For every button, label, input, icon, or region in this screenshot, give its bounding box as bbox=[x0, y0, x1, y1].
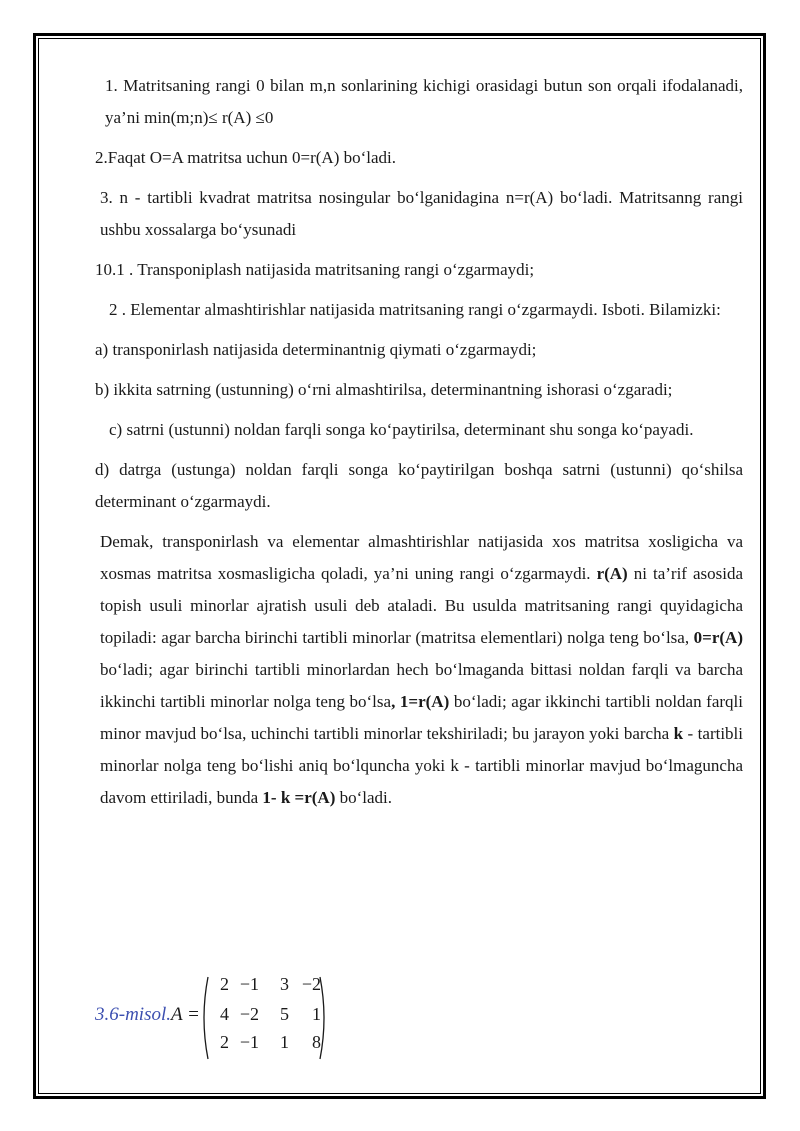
matrix-cell: 2 bbox=[220, 1032, 229, 1052]
matrix-A bbox=[199, 974, 329, 1062]
demak-bold-1krA: 1- k =r(A) bbox=[262, 788, 336, 807]
property-1: 1. Matritsaning rangi 0 bilan m,n sonlarining kichigi orasidagi butun son orqali ifodalanadi, ya’ni min(m;n)≤ r(A) ≤0 bbox=[105, 76, 743, 127]
example-3-6 bbox=[95, 972, 355, 1062]
example-label: 3.6-misol. bbox=[95, 1004, 171, 1025]
matrix-cell: −1 bbox=[239, 1032, 259, 1052]
matrix-cell: 8 bbox=[312, 1032, 321, 1052]
property-2: 2.Faqat O=A matritsa uchun 0=r(A) bo‘ladi. bbox=[95, 148, 397, 167]
demak-text-1: Demak, transponirlash va elementar almashtirishlar natijasida xos matritsa xosligicha va xosmas matritsa xosmasligicha qoladi, ya’ni uning rangi o‘zgarmaydi. bbox=[100, 532, 743, 583]
property-3: 3. n - tartibli kvadrat matritsa nosingular bo‘lganidagina n=r(A) bo‘ladi. Matritsanng rangi ushbu xossalarga bo‘ysunadi bbox=[100, 188, 743, 239]
item-d: d) datrga (ustunga) noldan farqli songa ko‘paytirilgan boshqa satrni (ustunni) qo‘shilsa determinant o‘zgarmaydi. bbox=[95, 460, 743, 511]
matrix-cell: −1 bbox=[239, 974, 259, 994]
property-2-elementary: 2 . Elementar almashtirishlar natijasida matritsaning rangi o‘zgarmaydi. Isboti. Bilamizki: bbox=[109, 300, 721, 319]
matrix-cell: −2 bbox=[301, 974, 321, 994]
matrix-cell: 4 bbox=[220, 1004, 229, 1024]
item-c: c) satrni (ustunni) noldan farqli songa ko‘paytirilsa, determinant shu songa ko‘payadi. bbox=[109, 420, 694, 439]
item-b: b) ikkita satrning (ustunning) o‘rni almashtirilsa, determinantning ishorasi o‘zgaradi; bbox=[95, 380, 673, 399]
example-lhs: A = bbox=[171, 1004, 200, 1025]
demak-text-2: ni ta’rif asosida topish usuli minorlar ajratish usuli deb ataladi. Bu usulda matritsaning rangi quyidagicha topiladi: agar barcha birinchi tartibli minorlar (matritsa elementlari) nolga teng bo‘lsa, bbox=[100, 564, 744, 647]
property-10-1: 10.1 . Transponiplash natijasida matritsaning rangi o‘zgarmaydi; bbox=[95, 260, 535, 279]
matrix-cell: 1 bbox=[312, 1004, 321, 1024]
demak-bold-1rA: , 1=r(A) bbox=[391, 692, 450, 711]
matrix-cell: 5 bbox=[280, 1004, 289, 1024]
item-a: a) transponirlash natijasida determinantnig qiymati o‘zgarmaydi; bbox=[95, 340, 537, 359]
matrix-cell: −2 bbox=[239, 1004, 259, 1024]
demak-text-5: - tartibli minorlar nolga teng bo‘lishi aniq bo‘lquncha yoki k - tartibli minorlar mavjud bo‘lmaguncha davom ettiriladi, bunda bbox=[100, 724, 744, 807]
matrix-cell: 3 bbox=[280, 974, 289, 994]
demak-text-4: bo‘ladi; agar ikkinchi tartibli noldan farqli minor mavjud bo‘lsa, uchinchi tartibli minorlar tekshiriladi; bu jarayon yoki barcha bbox=[100, 692, 743, 743]
matrix-cell: 1 bbox=[280, 1032, 289, 1052]
demak-paragraph bbox=[95, 526, 743, 814]
demak-bold-k: k bbox=[673, 724, 684, 743]
matrix-cell: 2 bbox=[220, 974, 229, 994]
demak-text-6: bo‘ladi. bbox=[335, 788, 393, 807]
demak-bold-rA: r(A) bbox=[596, 564, 628, 583]
demak-bold-0rA: 0=r(A) bbox=[693, 628, 743, 647]
document-body bbox=[95, 70, 743, 814]
demak-text-3: bo‘ladi; agar birinchi tartibli minorlardan hech bo‘lmaganda bittasi noldan farqli va barcha ikkinchi tartibli minorlar nolga teng bo‘lsa bbox=[100, 660, 743, 711]
